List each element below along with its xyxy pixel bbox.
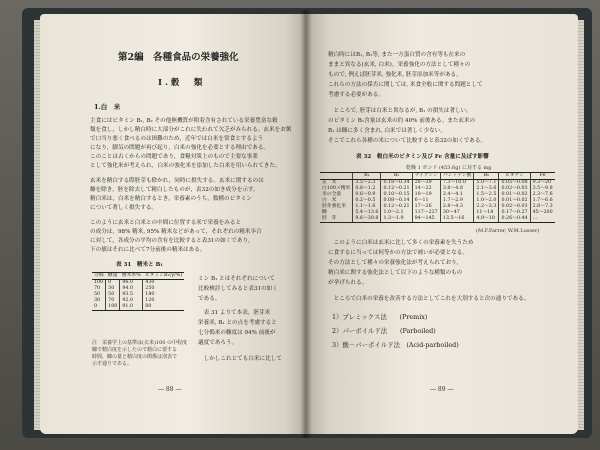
table-cell: 0.08〜0.14 bbox=[381, 198, 412, 204]
table-cell: 3.5〜9.8 bbox=[530, 186, 555, 192]
left-page bbox=[40, 14, 306, 434]
list-item: 2）パーボイルド法 (Parboiled) bbox=[332, 327, 436, 335]
table-header: 分搗 bbox=[92, 273, 106, 280]
table-32-source: (M.F.Farrer, W.M.Lusser) bbox=[476, 228, 540, 234]
table-cell: 28〜39 bbox=[412, 180, 440, 187]
table-header-row bbox=[92, 273, 184, 280]
table-cell: 0.18〜0.34 bbox=[381, 180, 412, 187]
table-cell: 0.10〜0.15 bbox=[381, 192, 412, 198]
table-cell: 1.5〜2.5 bbox=[474, 192, 499, 198]
table-cell: 4.9〜10 bbox=[474, 216, 499, 223]
text-line: になり，脚気の問題が再び起り，白米の強化を必要とする理由である。 bbox=[90, 145, 270, 151]
table-cell: 5.0〜7.1 bbox=[474, 180, 499, 187]
note-line: 示す通りである。 bbox=[92, 361, 133, 367]
list-item: 1）プレミックス法 (Premix) bbox=[332, 313, 428, 321]
table-header: 精米率% bbox=[121, 273, 141, 278]
table-cell: 45〜200 bbox=[530, 210, 555, 216]
table-header: 糠量 bbox=[106, 273, 120, 280]
text-line: 類を食し，しかし精白時に大部分がこれに失われて欠乏がみられる。玄米をお粥 bbox=[90, 127, 292, 133]
table-cell: 14〜22 bbox=[412, 186, 440, 192]
table-header: Fe bbox=[530, 173, 555, 180]
text-line: の成分は，98% 精米, 95% 精米などがあって，それぞれの精米歩合 bbox=[90, 229, 262, 235]
text-line: 精白時にはB₁, B₂等, また一方蛋白質の含有等も在来の bbox=[328, 52, 466, 58]
book-gutter bbox=[300, 10, 312, 438]
table-cell: 9.6〜30.8 bbox=[353, 216, 381, 223]
table-cell: ... bbox=[530, 216, 555, 223]
text-line: ところで, 胚芽は白米と異なるが, B₁ の損失は著しい。 bbox=[328, 108, 472, 114]
table-header: ビオチン bbox=[499, 173, 530, 180]
list-item: 3）酸－パーボイルド法 (Acid-parboiled) bbox=[332, 341, 459, 349]
text-line: のビタミン B₁含量は玄米の約 40% 前後ある。また玄米の bbox=[328, 118, 476, 124]
text-line: このことは古くからの問題であり，食糧対策上のもので主要な事業 bbox=[90, 154, 258, 160]
text-line: 主食にはビタミン B₁, B₂ その他無機質が附着含有されている栄養豊富な穀 bbox=[90, 118, 278, 124]
table-cell: 1.3〜1.9 bbox=[381, 216, 412, 223]
table-32-super-header: 乾燥 1 ポンド (453.6g) に対する mg bbox=[406, 165, 492, 171]
table-cell: 0.02〜0.03 bbox=[499, 204, 530, 210]
table-cell: 0.6〜0.9 bbox=[353, 192, 381, 198]
table-cell: 0 bbox=[106, 280, 120, 287]
chapter-title: 第2編 各種食品の栄養強化 bbox=[118, 52, 239, 63]
text-line: 下の値はそれに比べて7分前後の精米はある。 bbox=[90, 247, 206, 253]
table-cell: 92.0 bbox=[120, 298, 143, 304]
text-line: しかしこれとても白米に比して bbox=[198, 356, 282, 362]
table-cell: 94.0 bbox=[120, 286, 143, 292]
table-cell: 96.0 bbox=[120, 280, 143, 287]
text-line: このように玄米と白米との中間に位置する米で栄養をみると bbox=[90, 220, 242, 226]
text-line: 七分搗米の糠度は 94% 前後が bbox=[198, 330, 276, 336]
text-line: そこでこれら各種の米について比較すると表32の如くである。 bbox=[328, 138, 487, 144]
text-line: ままと異なる(玄米, 白米)。栄養強化の方法として種々の bbox=[328, 62, 471, 68]
table-cell: 0.26〜0.44 bbox=[499, 216, 530, 223]
table-cell: 70 bbox=[94, 286, 101, 291]
table-cell: 9.3〜20 bbox=[530, 180, 555, 187]
table-cell: 0.01〜0.02 bbox=[499, 192, 530, 198]
text-line: 糠を除き，胚を除去して精白したものが，表32の如き成分を示す。 bbox=[90, 187, 259, 193]
table-cell: 1.7〜2.9 bbox=[440, 198, 474, 204]
table-cell: 2.1〜3.6 bbox=[474, 186, 499, 192]
table-cell: 0.12〜0.21 bbox=[381, 204, 412, 210]
text-line: である。 bbox=[198, 296, 221, 302]
text-line: で口当り悪く食べるのは困難のため，近年では白米を常食とするよう bbox=[90, 136, 264, 142]
table-cell: 10〜19 bbox=[412, 192, 440, 198]
table-header: ビタミンB₁(γ/%) bbox=[144, 273, 183, 278]
table-cell: 117〜227 bbox=[412, 210, 440, 216]
table-cell: 2.8〜4.3 bbox=[440, 204, 474, 210]
table-cell: 0.02〜0.03 bbox=[499, 186, 530, 192]
table-cell: 93.5 bbox=[120, 292, 143, 298]
table-cell: 91.0 bbox=[120, 304, 143, 311]
text-line: が挙げられる。 bbox=[328, 280, 368, 286]
section-title: I.穀 類 bbox=[158, 78, 206, 88]
table-cell: 250 bbox=[143, 286, 184, 292]
table-header: B₆ bbox=[474, 173, 499, 180]
table-cell: 50 bbox=[94, 292, 101, 297]
table-cell: 0.01〜0.02 bbox=[499, 198, 530, 204]
table-cell: 1.0〜2.0 bbox=[474, 198, 499, 204]
text-line: 精白米は，白米を精白するとき，栄養素のうち，数種のビタミン bbox=[90, 196, 252, 202]
table-cell: 1.1〜1.6 bbox=[353, 204, 381, 210]
table-32 bbox=[320, 172, 555, 223]
subsection-title: 1.白 米 bbox=[94, 103, 121, 111]
table-cell: 0.8〜1.2 bbox=[353, 186, 381, 192]
text-line: 精白米に関する強化法として以下のような種類のもの bbox=[328, 270, 463, 276]
table-cell: 米の全量 bbox=[322, 192, 342, 197]
table-cell: 1.0〜2.1 bbox=[381, 210, 412, 216]
table-row bbox=[320, 216, 555, 223]
table-header bbox=[320, 173, 353, 180]
note-line: 注 栄養学上の基準は(玄米)100 の中程度 bbox=[92, 340, 188, 346]
table-cell: 胚 芽 bbox=[320, 216, 353, 223]
text-line: このように白米は玄米に比して多くの栄養素を失うため bbox=[328, 240, 474, 246]
table-cell: 17〜26 bbox=[412, 204, 440, 210]
table-cell: 100 bbox=[106, 304, 120, 311]
table-cell: 白100メ精米 bbox=[322, 186, 351, 191]
table-header: B₂ bbox=[381, 173, 412, 180]
table-31-caption: 表 31 精米と B₁ bbox=[116, 262, 163, 268]
table-cell: 30 bbox=[94, 298, 101, 303]
table-cell: 120 bbox=[143, 298, 184, 304]
right-page bbox=[306, 14, 578, 434]
text-line: に食するに当っては何等かの方法で補いが必要となる。 bbox=[328, 250, 468, 256]
text-line: 適度であろう。 bbox=[198, 340, 238, 346]
table-cell: 3.8〜4.8 bbox=[440, 186, 474, 192]
text-line: について著しく損失する。 bbox=[90, 205, 158, 211]
table-cell: 0.12〜0.21 bbox=[381, 186, 412, 192]
note-line: 時間，糠の量と精白度の関係は別表で bbox=[92, 354, 178, 360]
table-cell: 100 bbox=[94, 280, 104, 285]
table-cell: 1.7〜6.6 bbox=[530, 198, 555, 204]
table-cell: 0 bbox=[92, 304, 106, 311]
table-cell: 5.4〜13.6 bbox=[353, 210, 381, 216]
table-cell: 玄 米 bbox=[322, 180, 337, 185]
note-line: 糠で精白度を示したので精白に要する bbox=[92, 347, 178, 353]
table-31 bbox=[92, 272, 184, 311]
table-cell: 0.05〜0.08 bbox=[499, 180, 530, 187]
table-header: パントテン酸 bbox=[440, 173, 474, 180]
table-cell: 13.5〜16 bbox=[440, 216, 474, 223]
text-line: 比較検討してみると表31の如く bbox=[198, 286, 278, 292]
table-cell: 糠 bbox=[322, 210, 327, 215]
table-cell: 胚芽強化米 bbox=[322, 204, 346, 209]
table-cell: 30〜47 bbox=[440, 210, 474, 216]
table-cell: 3.5〜2.3 bbox=[353, 180, 381, 187]
text-line: 表 31 よりて本表，胚芽米 bbox=[198, 310, 271, 316]
table-cell: 80 bbox=[143, 304, 184, 311]
table-row bbox=[92, 304, 184, 311]
text-line: ミン B₁ とはそれぞれについて bbox=[198, 276, 275, 282]
table-cell: 2.4〜4.1 bbox=[440, 192, 474, 198]
table-cell: 430 bbox=[143, 280, 184, 287]
table-cell: 0.2〜0.5 bbox=[353, 198, 381, 204]
table-cell: 2.8〜7.3 bbox=[530, 204, 555, 210]
text-line: 栄養米, B₁ との点を考慮すると bbox=[198, 320, 277, 326]
table-header-row bbox=[320, 173, 555, 180]
page-number-left: ― 88 ― bbox=[158, 386, 182, 393]
table-cell: 50 bbox=[106, 292, 120, 298]
table-cell: 6〜11 bbox=[412, 198, 440, 204]
text-line: B₁ は糠に多く含まれ, 白米では著しく少ない。 bbox=[328, 128, 446, 134]
text-line: これらの方法の採否に関しては, 米食全般に関する問題として bbox=[328, 82, 483, 88]
table-cell: 2.3〜7.6 bbox=[530, 192, 555, 198]
table-header: B₁ bbox=[353, 173, 381, 180]
table-32-caption: 表 32 穀白米のビタミン及び Fe 含量に及ぼす影響 bbox=[356, 154, 489, 160]
page-number-right: ― 89 ― bbox=[430, 386, 454, 393]
text-line: 考慮する必要がある。 bbox=[328, 92, 384, 98]
table-cell: 30 bbox=[106, 286, 120, 292]
table-header: ナイアシン bbox=[412, 173, 440, 180]
text-line: もので, 例えば胚芽米, 強化米, 胚芽添加米等がある。 bbox=[328, 72, 462, 78]
text-line: その方法として種々の栄養強化法が考えられており， bbox=[328, 260, 463, 266]
table-cell: 白 米 bbox=[322, 198, 337, 203]
text-line: 玄米を精白する際胚芽も除かれ，同時に損失する。玄米に関するのは bbox=[90, 178, 264, 184]
table-cell: 11〜18 bbox=[474, 210, 499, 216]
table-cell: 7.3〜10.0 bbox=[440, 180, 474, 187]
table-cell: 180 bbox=[143, 292, 184, 298]
text-line: として強化米が考えられ，白米の強化米を添加した白米を用いられてきた。 bbox=[90, 163, 281, 169]
table-cell: 94〜145 bbox=[412, 216, 440, 223]
table-cell: 0.17〜0.27 bbox=[499, 210, 530, 216]
table-cell: 70 bbox=[106, 298, 120, 304]
paragraph-4: ところで白米の栄養を改善する方法としてこれを大別すると次の通りである。 bbox=[328, 296, 530, 302]
table-cell: 2.2〜3.3 bbox=[474, 204, 499, 210]
text-line: に対して，各成分の平均の含有を比較すると表31の如くであり， bbox=[90, 238, 254, 244]
